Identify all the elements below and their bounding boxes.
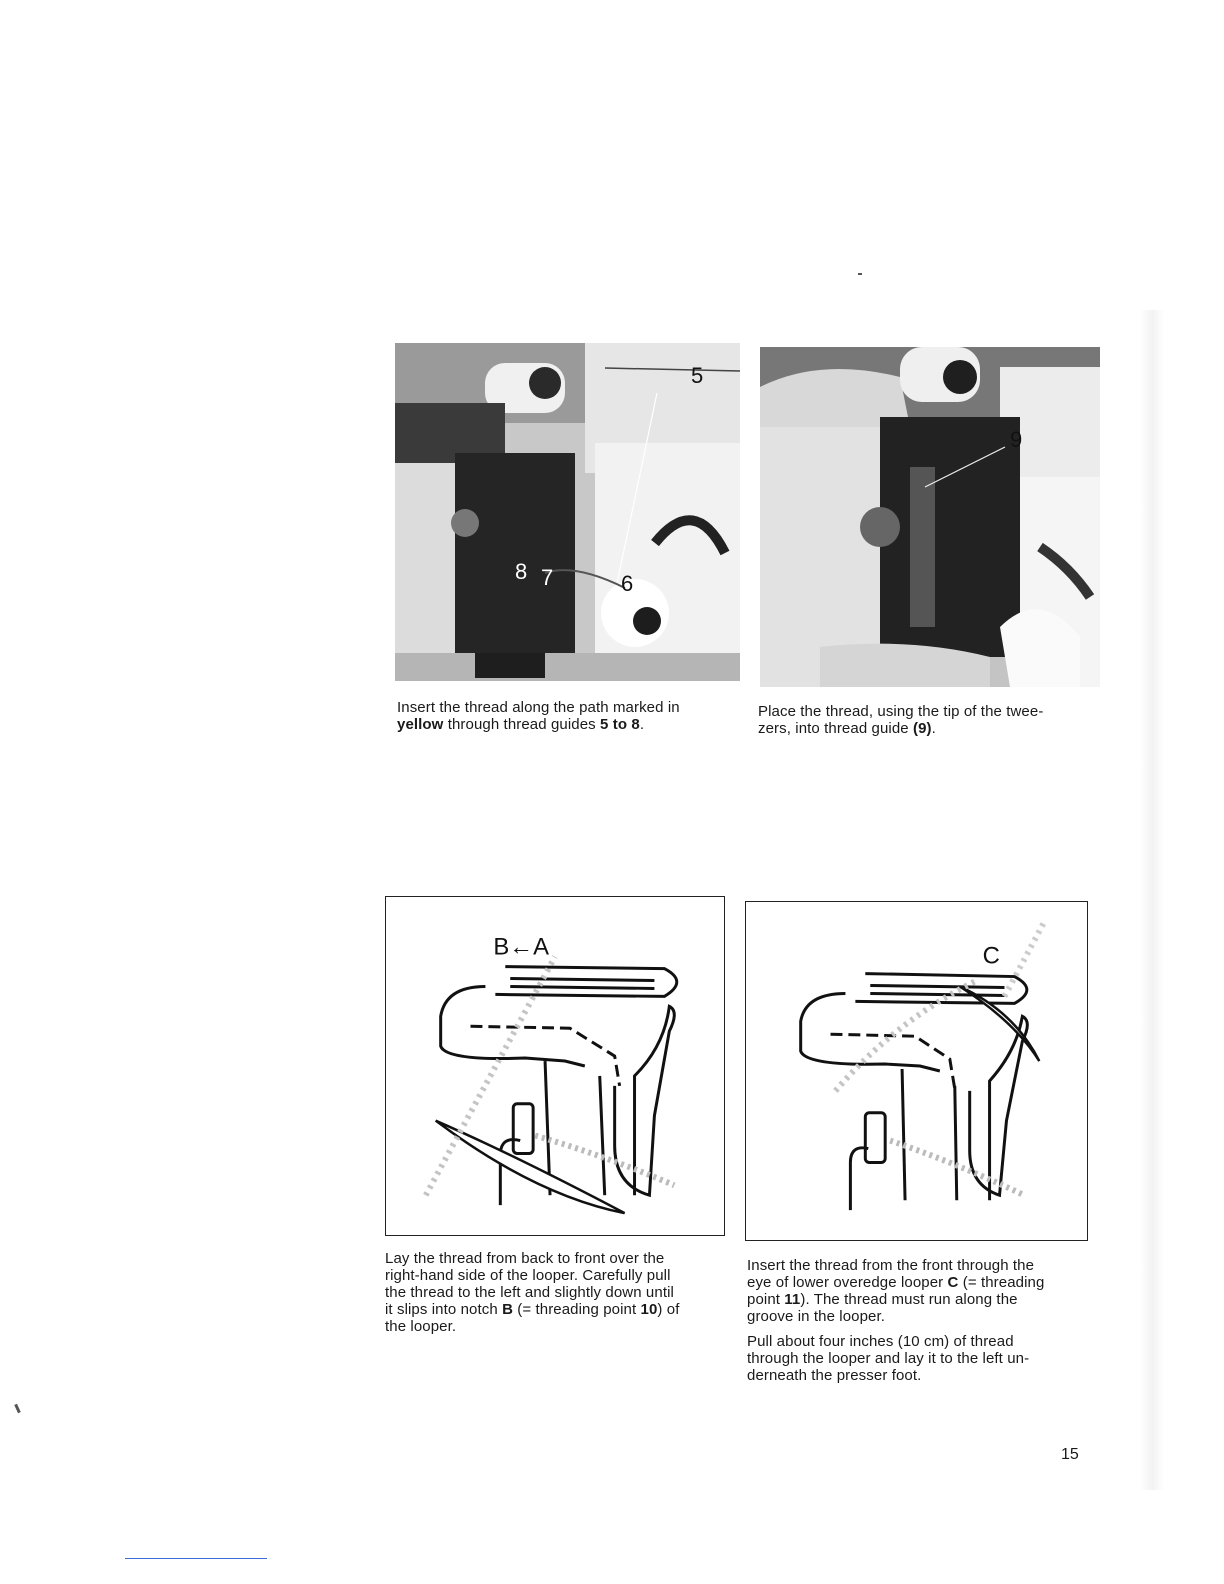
caption-line	[747, 1274, 1092, 1291]
caption-thread-guide-9	[758, 703, 1098, 737]
caption-line	[397, 716, 737, 733]
caption-text: through thread guides	[443, 716, 601, 733]
caption-text: ) of	[657, 1301, 680, 1318]
caption-text: (= threading point	[513, 1301, 641, 1318]
caption-text: it slips into notch	[385, 1301, 503, 1318]
caption-bold: B	[502, 1301, 513, 1318]
caption-line: through the looper and lay it to the left un-	[747, 1350, 1030, 1367]
caption-text: .	[931, 720, 936, 737]
photo-label-5: 5	[691, 363, 704, 388]
caption-text: .	[639, 716, 645, 733]
caption-bold: yellow	[397, 716, 444, 733]
photo-thread-guide-9	[760, 347, 1100, 687]
caption-text: point	[747, 1291, 785, 1308]
caption-text: ). The thread must run along the	[800, 1291, 1018, 1308]
diagram-label-b-a: B←A	[493, 933, 550, 961]
caption-bold: (9)	[913, 720, 932, 737]
caption-line	[385, 1301, 730, 1318]
caption-text: eye of lower overedge looper	[747, 1274, 948, 1291]
photo-label-7: 7	[541, 565, 554, 590]
caption-bold: 11	[784, 1291, 801, 1308]
photo-label-6: 6	[621, 571, 634, 596]
page-edge-shadow	[1140, 310, 1164, 1490]
caption-bold: 5 to 8	[600, 716, 640, 733]
caption-bold: C	[947, 1274, 959, 1291]
footer-rule	[125, 1558, 267, 1559]
page-number: 15	[1061, 1446, 1079, 1463]
caption-line: Lay the thread from back to front over the	[385, 1250, 665, 1267]
photo-label-9: 9	[1010, 427, 1023, 452]
caption-looper-eye-c	[747, 1257, 1092, 1392]
caption-line: the thread to the left and slightly down until	[385, 1284, 674, 1301]
caption-line: groove in the looper.	[747, 1308, 886, 1325]
caption-paragraph	[747, 1257, 1092, 1325]
caption-line	[747, 1291, 1092, 1308]
scan-mark	[14, 1404, 21, 1413]
caption-thread-guides-5-to-8	[397, 699, 737, 733]
caption-line: Insert the thread along the path marked in	[397, 699, 680, 716]
caption-line	[758, 720, 1098, 737]
caption-line: Pull about four inches (10 cm) of thread	[747, 1333, 1014, 1350]
caption-line: Insert the thread from the front through the	[747, 1257, 1035, 1274]
diagram-looper-notch-b	[385, 896, 725, 1236]
caption-line: Place the thread, using the tip of the twee-	[758, 703, 1044, 720]
caption-looper-notch-b	[385, 1250, 730, 1335]
photo-thread-guides-5-to-8	[395, 343, 740, 681]
caption-line: the looper.	[385, 1318, 457, 1335]
diagram-label-c: C	[982, 942, 1000, 970]
caption-paragraph	[747, 1333, 1092, 1384]
caption-line: right-hand side of the looper. Carefully pull	[385, 1267, 671, 1284]
diagram-looper-eye-c	[745, 901, 1088, 1241]
caption-bold: 10	[640, 1301, 658, 1318]
photo-label-8: 8	[515, 559, 528, 584]
caption-text: zers, into thread guide	[758, 720, 913, 737]
scan-speck	[858, 273, 862, 275]
caption-text: (= threading	[958, 1274, 1045, 1291]
caption-line: derneath the presser foot.	[747, 1367, 922, 1384]
